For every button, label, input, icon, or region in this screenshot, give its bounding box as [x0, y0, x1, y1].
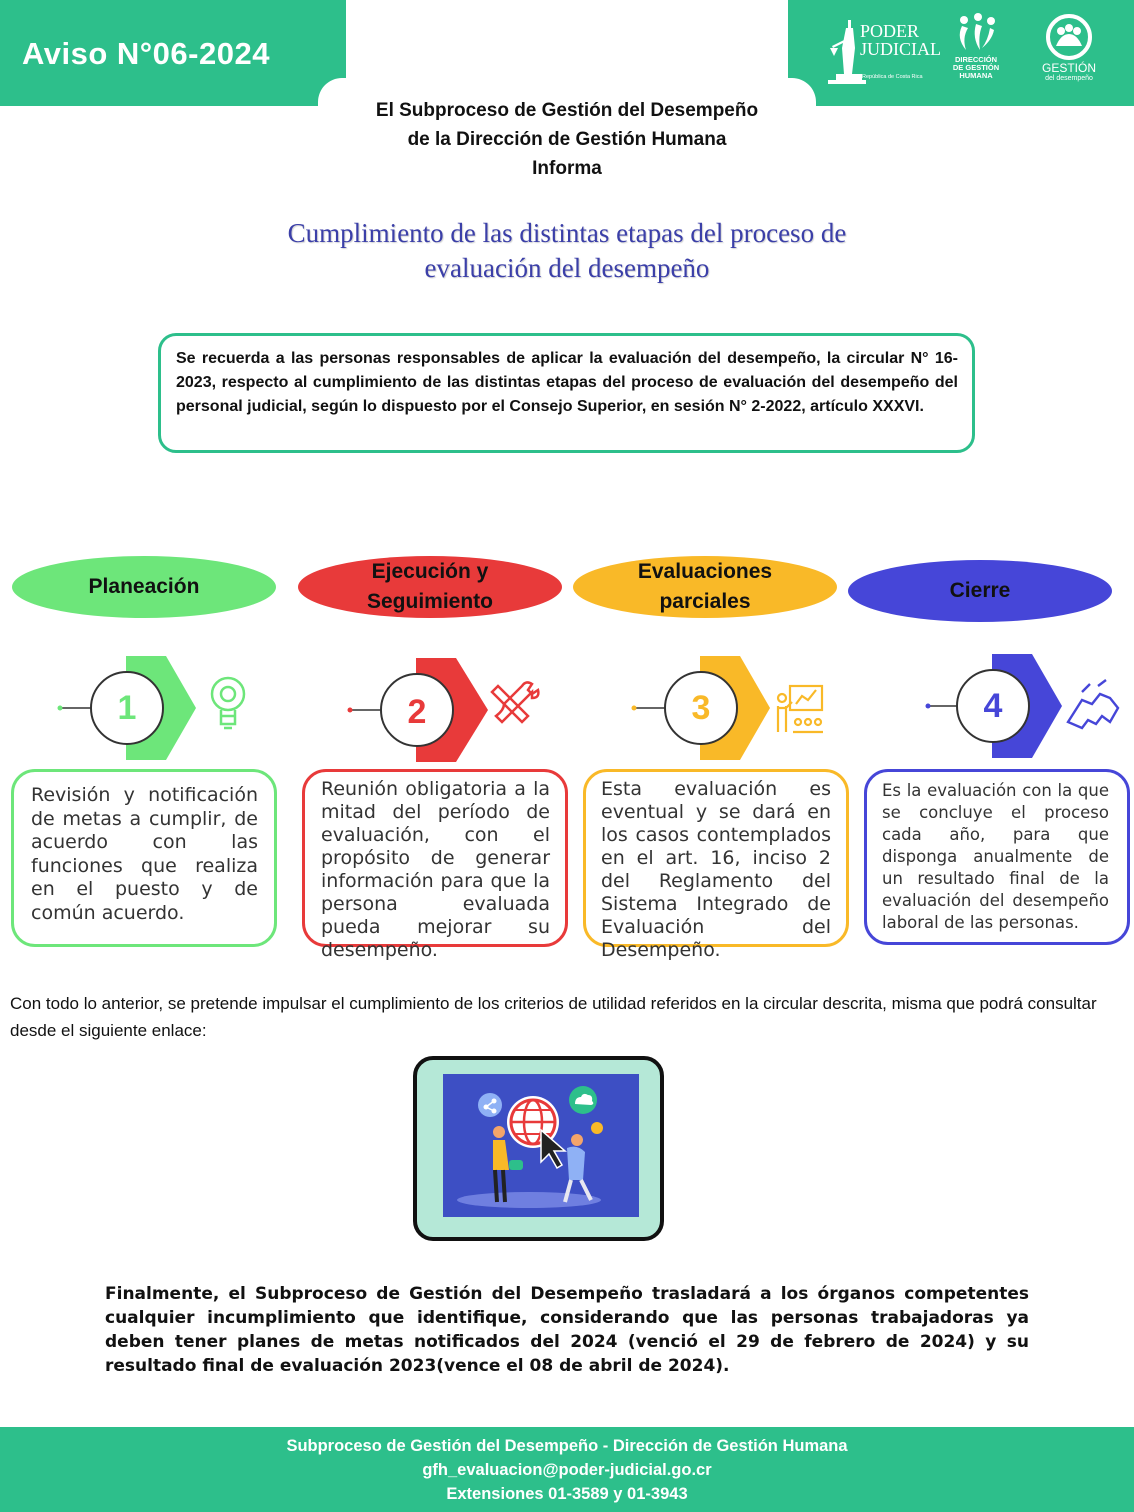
presentation-icon: [778, 686, 823, 732]
followup-text: Con todo lo anterior, se pretende impulsar el cumplimiento de los criterios de utilidad referidos en la circular descrita, misma que podrá consultar desde el siguiente enlace:: [10, 994, 1097, 1040]
dgh-line3: HUMANA: [959, 71, 993, 80]
step-4-graphic: [922, 652, 1134, 762]
pj-subtitle: República de Costa Rica: [862, 74, 923, 80]
stage-3-label-line2: parciales: [659, 590, 751, 613]
stage-3-label-line1: Evaluaciones: [637, 560, 773, 583]
pj-name-line2: JUDICIAL: [860, 39, 941, 59]
title-line1: Cumplimiento de las distintas etapas del proceso de: [287, 218, 847, 248]
circular-link-card[interactable]: [413, 1056, 664, 1241]
stage-2-description: Reunión obligatoria a la mitad del período de evaluación, con el propósito de generar información para que la persona evaluada pueda mejorar su desempeño.: [302, 769, 568, 947]
notice-box: Se recuerda a las personas responsables de aplicar la evaluación del desempeño, la circular N° 16-2023, respecto al cumplimiento de las distintas etapas del proceso de evaluación del desempeño del personal judicial, según lo dispuesto por el Consejo Superior, en sesión N° 2-2022, artículo XXXVI.: [158, 333, 975, 453]
footer-line1: Subproceso de Gestión del Desempeño - Dirección de Gestión Humana: [286, 1437, 848, 1455]
step-1-number: 1: [117, 689, 137, 727]
stage-1-description: Revisión y notificación de metas a cumplir, de acuerdo con las funciones que realiza en el puesto y de común acuerdo.: [11, 769, 277, 947]
intro-line2: de la Dirección de Gestión Humana: [407, 129, 727, 150]
stage-label-planeacion: [12, 556, 276, 618]
stage-4-label-line1: Cierre: [949, 579, 1011, 602]
stage-label-evaluaciones: [573, 556, 837, 618]
group-circle-icon: [1036, 14, 1102, 60]
gd-line1: GESTIÓN: [1041, 61, 1096, 75]
poder-judicial-logo: [826, 16, 941, 86]
lightbulb-icon: [212, 678, 244, 728]
footer-extensions: Extensiones 01-3589 y 01-3943: [446, 1485, 688, 1503]
handshake-icon: [1068, 680, 1118, 728]
stage-label-ejecucion: [298, 556, 562, 618]
stage-2-label-line1: Ejecución y: [371, 560, 489, 583]
intro-line3: Informa: [532, 158, 602, 179]
gd-line2: del desempeño: [1045, 75, 1093, 82]
stage-4-description: Es la evaluación con la que se concluye el proceso cada año, para que disponga anualmente de un resultado final de la evaluación del desempeño laboral de las personas.: [864, 769, 1130, 945]
step-3-number: 3: [691, 689, 711, 727]
intro-heading: [318, 96, 816, 183]
aviso-number: Aviso N°06-2024: [22, 36, 270, 71]
gestion-desempeno-logo: [1036, 14, 1102, 88]
footer-email[interactable]: gfh_evaluacion@poder-judicial.go.cr: [422, 1461, 712, 1479]
step-2-number: 2: [407, 693, 427, 731]
stage-1-label-line1: Planeación: [88, 575, 200, 598]
dgh-line2: DE GESTIÓN: [952, 63, 1000, 72]
tools-icon: [492, 682, 538, 722]
pj-name-line1: PODER: [860, 21, 920, 41]
footer: [0, 1427, 1134, 1512]
title-line2: evaluación del desempeño: [424, 253, 710, 283]
dgh-line1: DIRECCIÓN: [954, 55, 998, 64]
direccion-gestion-humana-logo: [948, 12, 1004, 86]
stage-2-label-line2: Seguimiento: [366, 590, 493, 613]
final-paragraph: Finalmente, el Subproceso de Gestión del Desempeño trasladará a los órganos competentes cualquier incumplimiento que identifique, considerando que las personas trabajadoras ya deben tener planes de metas notificados del 2024 (venció el 29 de febrero de 2024) y su resultado final de evaluación 2023(vence el 08 de abril de 2024).: [105, 1284, 1029, 1376]
step-4-number: 4: [983, 687, 1003, 725]
intro-line1: El Subproceso de Gestión del Desempeño: [375, 100, 759, 121]
people-figures-icon: [948, 12, 1004, 54]
stage-label-cierre: [848, 560, 1112, 622]
web-link-illustration-icon[interactable]: [443, 1074, 639, 1217]
stage-3-description: Esta evaluación es eventual y se dará en los casos contemplados en el art. 16, inciso 2 del Reglamento del Sistema Integrado de Evaluación del Desempeño.: [583, 769, 849, 947]
page-title: [200, 216, 934, 286]
